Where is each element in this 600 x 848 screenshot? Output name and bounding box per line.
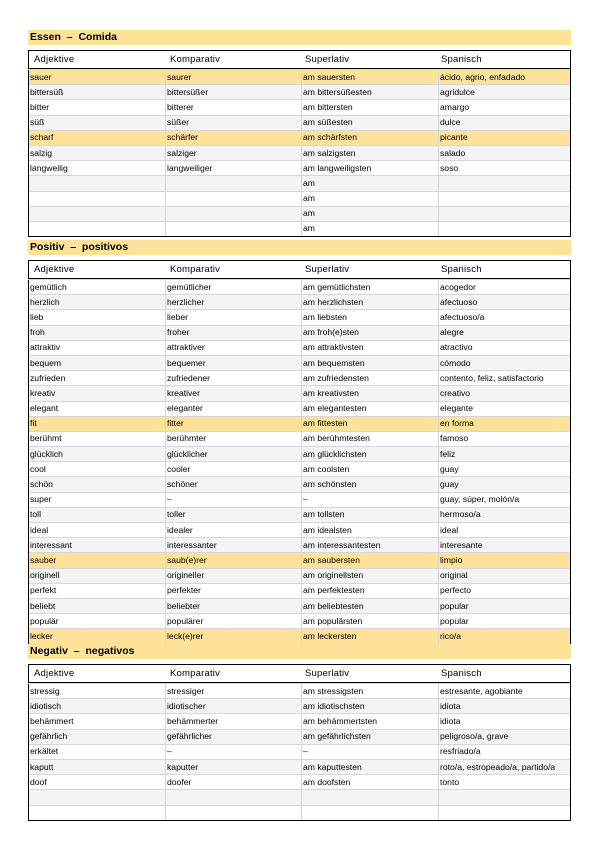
table-cell-superlativ: am: [302, 191, 439, 206]
table-row: [29, 325, 571, 340]
table-row: [29, 100, 571, 115]
table-cell-adjektive: froh: [29, 325, 166, 340]
table-cell-spanisch: alegre: [439, 325, 571, 340]
table-cell-superlativ: am schönsten: [302, 477, 439, 492]
table-cell-spanisch: feliz: [439, 447, 571, 462]
table-cell-superlativ: am herzlichsten: [302, 295, 439, 310]
table-row: [29, 416, 571, 431]
table-cell-superlativ: am langweiligsten: [302, 161, 439, 176]
table-cell-spanisch: atractivo: [439, 340, 571, 355]
table-cell-spanisch: interesante: [439, 538, 571, 553]
table-cell-superlativ: am: [302, 221, 439, 236]
table-cell-komparativ: langweiliger: [166, 161, 302, 176]
table-cell-adjektive: idiotisch: [29, 699, 166, 714]
table-cell-superlativ: –: [302, 492, 439, 507]
table-cell-adjektive: super: [29, 492, 166, 507]
table-cell-superlativ: am glücklichsten: [302, 447, 439, 462]
table-cell-adjektive: bittersüß: [29, 85, 166, 100]
table-cell-adjektive: populär: [29, 614, 166, 629]
table-cell-spanisch: idiota: [439, 699, 571, 714]
table-cell-spanisch: [439, 221, 571, 236]
table-cell-superlativ: am gefährlichsten: [302, 729, 439, 744]
table-row: [29, 70, 571, 85]
vocab-table: [28, 279, 571, 645]
table-cell-spanisch: guay: [439, 477, 571, 492]
table-cell-komparativ: zufriedener: [166, 371, 302, 386]
table-row: [29, 431, 571, 446]
table-row: [29, 310, 571, 325]
table-cell-adjektive: schön: [29, 477, 166, 492]
table-cell-adjektive: lecker: [29, 629, 166, 644]
table-cell-spanisch: roto/a, estropeado/a, partido/a: [439, 759, 571, 774]
table-row: [29, 161, 571, 176]
table-cell-komparativ: saurer: [166, 70, 302, 85]
table-cell-komparativ: interessanter: [166, 538, 302, 553]
table-cell-komparativ: perfekter: [166, 583, 302, 598]
table-row: [29, 568, 571, 583]
table-cell-adjektive: bequem: [29, 355, 166, 370]
table-cell-adjektive: kreativ: [29, 386, 166, 401]
table-cell-superlativ: am süßesten: [302, 115, 439, 130]
table-cell-superlativ: am fittesten: [302, 416, 439, 431]
column-header-komparativ: Komparativ: [170, 264, 221, 275]
table-cell-superlativ: [302, 790, 439, 805]
table-cell-spanisch: [439, 790, 571, 805]
table-row: [29, 714, 571, 729]
table-cell-komparativ: herzlicher: [166, 295, 302, 310]
table-cell-superlativ: am behämmertsten: [302, 714, 439, 729]
vocab-table: [28, 69, 571, 237]
table-cell-adjektive: [29, 805, 166, 820]
section-title-essen: Essen – Comida: [28, 30, 571, 45]
table-cell-komparativ: doofer: [166, 775, 302, 790]
table-cell-adjektive: gemütlich: [29, 280, 166, 295]
table-cell-adjektive: berühmt: [29, 431, 166, 446]
table-row: [29, 553, 571, 568]
section-positiv: [28, 240, 571, 645]
table-row: [29, 629, 571, 644]
table-cell-komparativ: berühmter: [166, 431, 302, 446]
table-row: [29, 386, 571, 401]
column-header-adjektive: Adjektive: [34, 54, 75, 65]
column-header-row: [28, 260, 571, 279]
table-cell-komparativ: [166, 221, 302, 236]
column-header-adjektive: Adjektive: [34, 264, 75, 275]
table-cell-superlativ: am salzigsten: [302, 145, 439, 160]
table-cell-superlativ: am tollsten: [302, 507, 439, 522]
table-cell-komparativ: schöner: [166, 477, 302, 492]
table-cell-komparativ: froher: [166, 325, 302, 340]
table-cell-superlativ: am idealsten: [302, 523, 439, 538]
table-cell-adjektive: cool: [29, 462, 166, 477]
table-cell-adjektive: erkältet: [29, 744, 166, 759]
table-cell-adjektive: gefährlich: [29, 729, 166, 744]
table-cell-adjektive: kaputt: [29, 759, 166, 774]
table-cell-komparativ: origineller: [166, 568, 302, 583]
table-cell-superlativ: am kreativsten: [302, 386, 439, 401]
table-cell-komparativ: behämmerter: [166, 714, 302, 729]
table-cell-superlativ: am interessantesten: [302, 538, 439, 553]
table-cell-komparativ: gemütlicher: [166, 280, 302, 295]
table-cell-komparativ: kreativer: [166, 386, 302, 401]
table-row: [29, 371, 571, 386]
table-row: [29, 462, 571, 477]
column-header-adjektive: Adjektive: [34, 668, 75, 679]
table-cell-adjektive: fit: [29, 416, 166, 431]
column-header-komparativ: Komparativ: [170, 54, 221, 65]
table-cell-adjektive: zufrieden: [29, 371, 166, 386]
table-cell-adjektive: ideal: [29, 523, 166, 538]
table-cell-komparativ: süßer: [166, 115, 302, 130]
table-row: [29, 221, 571, 236]
table-cell-spanisch: popular: [439, 614, 571, 629]
table-row: [29, 729, 571, 744]
table-cell-adjektive: toll: [29, 507, 166, 522]
table-cell-superlativ: am bequemsten: [302, 355, 439, 370]
table-cell-superlativ: am perfektesten: [302, 583, 439, 598]
table-cell-komparativ: –: [166, 744, 302, 759]
table-cell-spanisch: amargo: [439, 100, 571, 115]
table-cell-spanisch: creativo: [439, 386, 571, 401]
table-cell-superlativ: am gemütlichsten: [302, 280, 439, 295]
table-cell-spanisch: afectuoso: [439, 295, 571, 310]
table-cell-superlativ: am populärsten: [302, 614, 439, 629]
table-cell-superlativ: am bittersüßesten: [302, 85, 439, 100]
table-cell-spanisch: tonto: [439, 775, 571, 790]
table-cell-superlativ: am froh(e)sten: [302, 325, 439, 340]
table-cell-superlativ: am stressigsten: [302, 684, 439, 699]
table-row: [29, 759, 571, 774]
table-cell-superlativ: am: [302, 206, 439, 221]
table-cell-adjektive: attraktiv: [29, 340, 166, 355]
table-row: [29, 295, 571, 310]
table-row: [29, 538, 571, 553]
table-cell-komparativ: eleganter: [166, 401, 302, 416]
table-cell-adjektive: [29, 191, 166, 206]
table-cell-spanisch: original: [439, 568, 571, 583]
column-header-row: [28, 664, 571, 683]
table-cell-superlativ: am originellsten: [302, 568, 439, 583]
table-cell-spanisch: agridulce: [439, 85, 571, 100]
table-cell-spanisch: rico/a: [439, 629, 571, 644]
table-cell-spanisch: estresante, agobiante: [439, 684, 571, 699]
table-cell-superlativ: am liebsten: [302, 310, 439, 325]
table-cell-spanisch: hermoso/a: [439, 507, 571, 522]
table-cell-komparativ: cooler: [166, 462, 302, 477]
table-cell-spanisch: elegante: [439, 401, 571, 416]
table-row: [29, 583, 571, 598]
table-cell-superlativ: am sauersten: [302, 70, 439, 85]
table-cell-komparativ: [166, 191, 302, 206]
table-row: [29, 447, 571, 462]
table-cell-superlativ: am bittersten: [302, 100, 439, 115]
table-cell-adjektive: sauer: [29, 70, 166, 85]
table-cell-adjektive: [29, 176, 166, 191]
table-cell-spanisch: contento, feliz, satisfactorio: [439, 371, 571, 386]
table-cell-adjektive: doof: [29, 775, 166, 790]
table-cell-komparativ: glücklicher: [166, 447, 302, 462]
table-cell-superlativ: [302, 805, 439, 820]
table-row: [29, 145, 571, 160]
table-cell-superlativ: am beliebtesten: [302, 598, 439, 613]
table-cell-komparativ: bittersüßer: [166, 85, 302, 100]
table-cell-superlativ: am leckersten: [302, 629, 439, 644]
table-cell-adjektive: [29, 790, 166, 805]
table-cell-komparativ: idealer: [166, 523, 302, 538]
table-cell-adjektive: interessant: [29, 538, 166, 553]
table-row: [29, 614, 571, 629]
table-row: [29, 355, 571, 370]
table-cell-spanisch: famoso: [439, 431, 571, 446]
table-row: [29, 401, 571, 416]
table-cell-komparativ: kaputter: [166, 759, 302, 774]
table-cell-komparativ: bitterer: [166, 100, 302, 115]
table-row: [29, 684, 571, 699]
table-cell-adjektive: beliebt: [29, 598, 166, 613]
table-cell-komparativ: saub(e)rer: [166, 553, 302, 568]
table-row: [29, 744, 571, 759]
table-cell-komparativ: –: [166, 492, 302, 507]
table-cell-adjektive: behämmert: [29, 714, 166, 729]
table-cell-komparativ: [166, 790, 302, 805]
table-cell-spanisch: resfriado/a: [439, 744, 571, 759]
table-cell-komparativ: lieber: [166, 310, 302, 325]
table-cell-adjektive: glücklich: [29, 447, 166, 462]
table-cell-adjektive: elegant: [29, 401, 166, 416]
table-cell-superlativ: am kaputtesten: [302, 759, 439, 774]
table-cell-spanisch: guay, súper, molón/a: [439, 492, 571, 507]
column-header-spanisch: Spanisch: [441, 668, 482, 679]
table-row: [29, 507, 571, 522]
table-cell-superlativ: am: [302, 176, 439, 191]
table-row: [29, 85, 571, 100]
table-cell-komparativ: schärfer: [166, 130, 302, 145]
table-cell-adjektive: originell: [29, 568, 166, 583]
table-cell-komparativ: [166, 176, 302, 191]
table-cell-adjektive: herzlich: [29, 295, 166, 310]
table-cell-adjektive: scharf: [29, 130, 166, 145]
table-cell-spanisch: picante: [439, 130, 571, 145]
table-row: [29, 191, 571, 206]
table-cell-komparativ: bequemer: [166, 355, 302, 370]
table-row: [29, 492, 571, 507]
table-cell-komparativ: [166, 206, 302, 221]
table-cell-spanisch: ácido, agrio, enfadado: [439, 70, 571, 85]
table-cell-spanisch: [439, 191, 571, 206]
table-cell-spanisch: [439, 176, 571, 191]
table-cell-komparativ: attraktiver: [166, 340, 302, 355]
table-row: [29, 775, 571, 790]
table-cell-komparativ: beliebter: [166, 598, 302, 613]
table-cell-spanisch: soso: [439, 161, 571, 176]
table-row: [29, 699, 571, 714]
table-cell-spanisch: salado: [439, 145, 571, 160]
table-row: [29, 115, 571, 130]
table-cell-adjektive: perfekt: [29, 583, 166, 598]
table-cell-superlativ: am doofsten: [302, 775, 439, 790]
table-row: [29, 790, 571, 805]
section-negativ: [28, 644, 571, 821]
table-cell-superlativ: am saubersten: [302, 553, 439, 568]
column-header-spanisch: Spanisch: [441, 54, 482, 65]
table-cell-adjektive: [29, 206, 166, 221]
table-cell-adjektive: sauber: [29, 553, 166, 568]
table-row: [29, 130, 571, 145]
table-cell-superlativ: am idiotischsten: [302, 699, 439, 714]
table-row: [29, 477, 571, 492]
table-cell-adjektive: [29, 221, 166, 236]
table-cell-komparativ: salziger: [166, 145, 302, 160]
table-cell-adjektive: süß: [29, 115, 166, 130]
table-row: [29, 805, 571, 820]
table-cell-superlativ: am attraktivsten: [302, 340, 439, 355]
table-cell-adjektive: lieb: [29, 310, 166, 325]
table-cell-spanisch: limpio: [439, 553, 571, 568]
column-header-spanisch: Spanisch: [441, 264, 482, 275]
table-cell-superlativ: am coolsten: [302, 462, 439, 477]
table-cell-spanisch: dulce: [439, 115, 571, 130]
table-cell-superlativ: am schärfsten: [302, 130, 439, 145]
table-cell-superlativ: am elegantesten: [302, 401, 439, 416]
table-row: [29, 206, 571, 221]
table-cell-komparativ: fitter: [166, 416, 302, 431]
table-cell-komparativ: leck(e)rer: [166, 629, 302, 644]
table-cell-komparativ: gefährlicher: [166, 729, 302, 744]
table-row: [29, 280, 571, 295]
table-cell-spanisch: cómodo: [439, 355, 571, 370]
table-cell-spanisch: guay: [439, 462, 571, 477]
table-row: [29, 176, 571, 191]
table-cell-spanisch: [439, 206, 571, 221]
table-cell-spanisch: idiota: [439, 714, 571, 729]
table-cell-spanisch: [439, 805, 571, 820]
table-cell-spanisch: en forma: [439, 416, 571, 431]
table-cell-superlativ: am berühmtesten: [302, 431, 439, 446]
table-cell-adjektive: bitter: [29, 100, 166, 115]
table-cell-spanisch: perfecto: [439, 583, 571, 598]
table-cell-komparativ: populärer: [166, 614, 302, 629]
column-header-row: [28, 50, 571, 69]
table-row: [29, 340, 571, 355]
table-cell-komparativ: toller: [166, 507, 302, 522]
table-cell-superlativ: am zufriedensten: [302, 371, 439, 386]
table-cell-adjektive: salzig: [29, 145, 166, 160]
table-cell-komparativ: idiotischer: [166, 699, 302, 714]
table-cell-komparativ: [166, 805, 302, 820]
table-cell-spanisch: popular: [439, 598, 571, 613]
table-row: [29, 598, 571, 613]
section-title-negativ: Negativ – negativos: [28, 644, 571, 659]
table-cell-spanisch: acogedor: [439, 280, 571, 295]
table-cell-adjektive: stressig: [29, 684, 166, 699]
table-cell-superlativ: –: [302, 744, 439, 759]
table-cell-adjektive: langweilig: [29, 161, 166, 176]
section-essen: [28, 30, 571, 237]
table-cell-komparativ: stressiger: [166, 684, 302, 699]
section-title-positiv: Positiv – positivos: [28, 240, 571, 255]
column-header-superlativ: Superlativ: [305, 54, 350, 65]
table-cell-spanisch: ideal: [439, 523, 571, 538]
table-cell-spanisch: peligroso/a, grave: [439, 729, 571, 744]
vocab-table: [28, 683, 571, 821]
table-cell-spanisch: afectuoso/a: [439, 310, 571, 325]
column-header-superlativ: Superlativ: [305, 668, 350, 679]
table-row: [29, 523, 571, 538]
column-header-komparativ: Komparativ: [170, 668, 221, 679]
column-header-superlativ: Superlativ: [305, 264, 350, 275]
